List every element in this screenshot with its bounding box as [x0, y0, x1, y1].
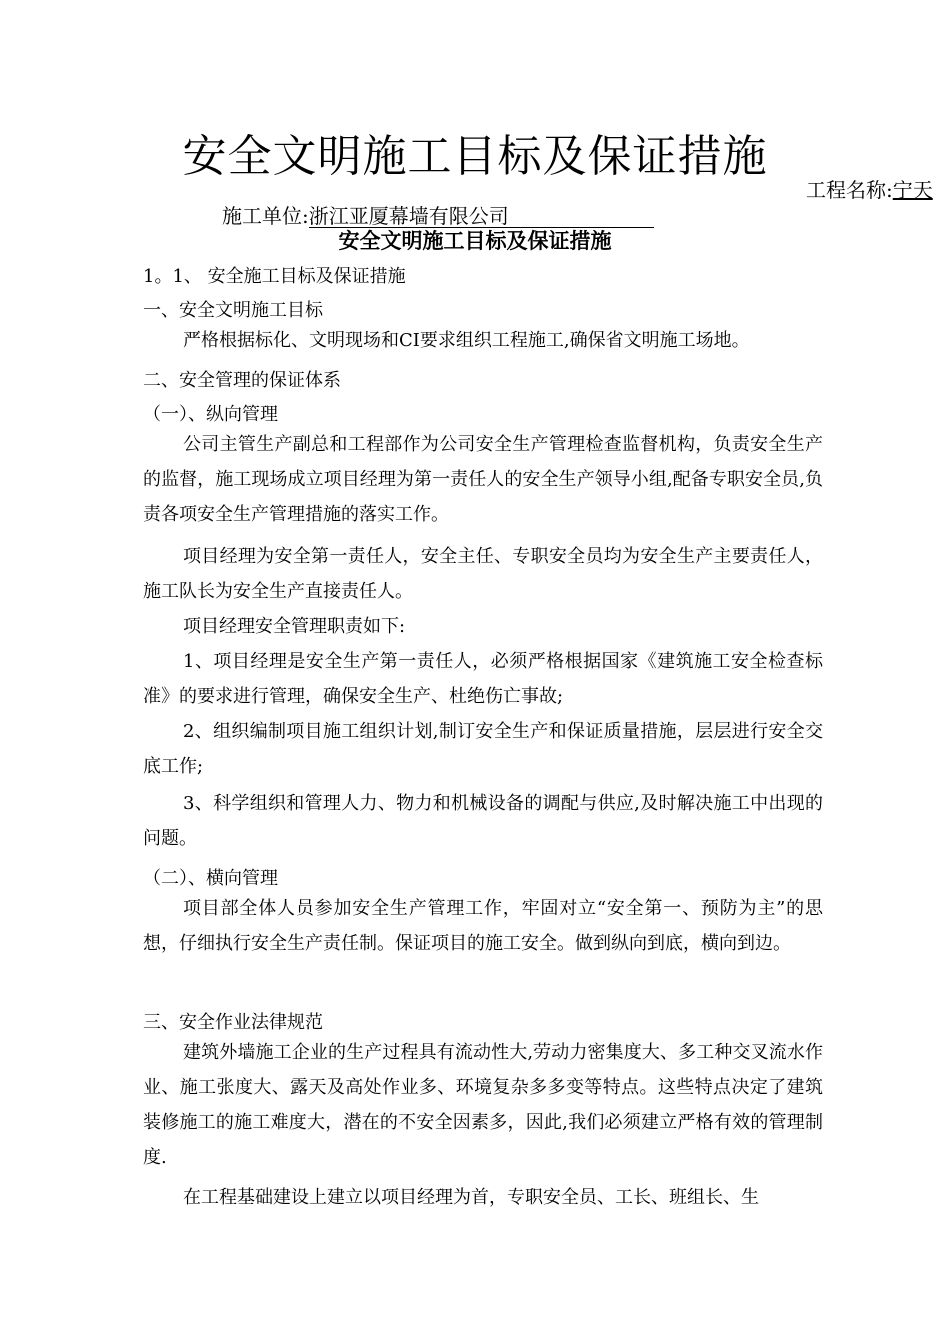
- list-item-duty-3: 3、科学组织和管理人力、物力和机械设备的调配与供应,及时解决施工中出现的问题。: [143, 793, 823, 849]
- page-title: 安全文明施工目标及保证措施: [182, 131, 768, 182]
- project-name-value: 宁天: [892, 178, 933, 202]
- heading-safety-goal: 一、安全文明施工目标: [143, 300, 323, 321]
- heading-vertical-management: （一）、纵向管理: [143, 404, 278, 425]
- project-name-label: 工程名称:: [806, 178, 893, 202]
- paragraph-supervision: 公司主管生产副总和工程部作为公司安全生产管理检查监督机构，负责安全生产的监督，施工现场成立项目经理为第一责任人的安全生产领导小组,配备专职安全员,负责各项安全生产管理措施的落实工作。: [143, 434, 823, 525]
- paragraph-characteristics: 建筑外墙施工企业的生产过程具有流动性大,劳动力密集度大、多工种交叉流水作业、施工张度大、露天及高处作业多、环境复杂多多变等特点。这些特点决定了建筑装修施工的施工难度大，潜在的不安全因素多，因此,我们必须建立严格有效的管理制度.: [143, 1042, 823, 1168]
- paragraph-duties-intro: 项目经理安全管理职责如下:: [183, 616, 406, 637]
- heading-1-1: 1。1、 安全施工目标及保证措施: [143, 266, 406, 287]
- paragraph-horizontal: 项目部全体人员参加安全生产管理工作，牢固对立“安全第一、预防为主”的思想，仔细执行安全生产责任制。保证项目的施工安全。做到纵向到底，横向到边。: [143, 898, 823, 954]
- list-item-duty-2: 2、组织编制项目施工组织计划,制订安全生产和保证质量措施，层层进行安全交底工作;: [143, 721, 823, 777]
- heading-legal-norms: 三、安全作业法律规范: [143, 1012, 323, 1033]
- project-name: [806, 174, 933, 203]
- paragraph-responsibility: 项目经理为安全第一责任人，安全主任、专职安全员均为安全生产主要责任人，施工队长为安全生产直接责任人。: [143, 546, 823, 602]
- list-item-duty-1: 1、项目经理是安全生产第一责任人，必须严格根据国家《建筑施工安全检查标准》的要求进行管理，确保安全生产、杜绝伤亡事故;: [143, 651, 823, 707]
- heading-horizontal-management: （二）、横向管理: [143, 868, 278, 889]
- construction-unit-label: 施工单位:: [222, 204, 309, 228]
- paragraph-foundation: 在工程基础建设上建立以项目经理为首，专职安全员、工长、班组长、生: [183, 1187, 759, 1208]
- heading-guarantee-system: 二、安全管理的保证体系: [143, 370, 341, 391]
- section-title: 安全文明施工目标及保证措施: [338, 228, 612, 253]
- construction-unit-value: 浙江亚厦幕墙有限公司: [309, 205, 654, 228]
- paragraph-goal: 严格根据标化、文明现场和CI要求组织工程施工,确保省文明施工场地。: [183, 330, 750, 351]
